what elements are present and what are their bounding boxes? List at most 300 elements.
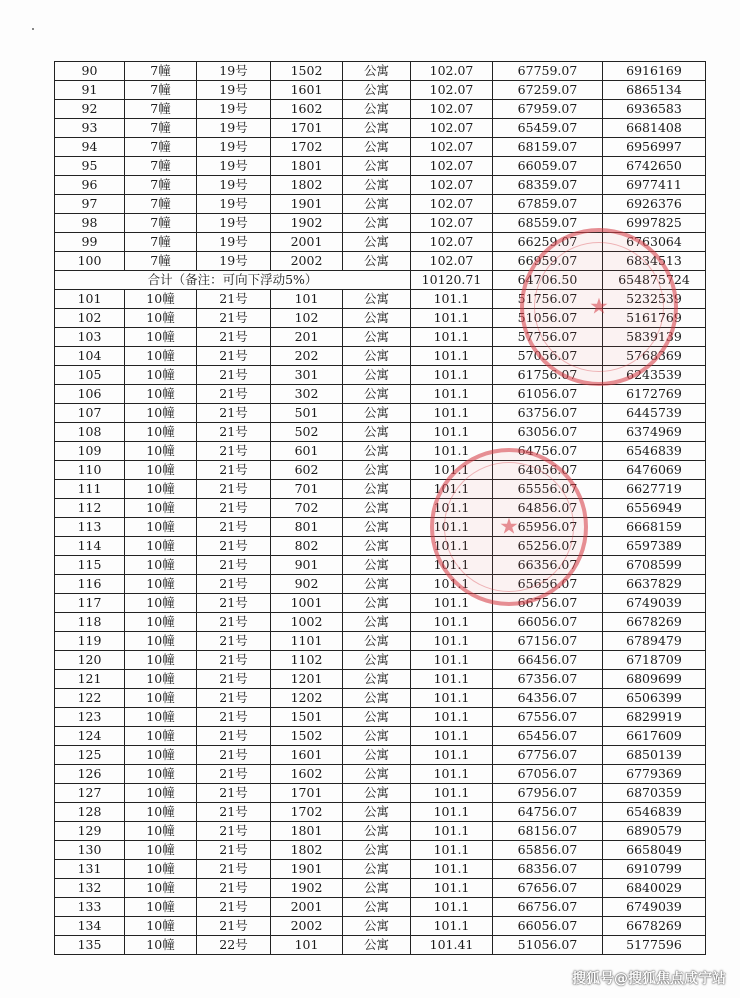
bldg-cell: 10幢 <box>125 423 197 442</box>
area-cell: 101.1 <box>411 746 493 765</box>
room-cell: 2002 <box>271 252 343 271</box>
unit-cell: 19号 <box>197 252 271 271</box>
use-cell: 公寓 <box>343 765 411 784</box>
no-cell: 92 <box>55 100 125 119</box>
room-cell: 201 <box>271 328 343 347</box>
unit-price-cell: 65459.07 <box>493 119 603 138</box>
unit-cell: 21号 <box>197 461 271 480</box>
area-cell: 101.1 <box>411 841 493 860</box>
total-cell: 6742650 <box>603 157 706 176</box>
unit-cell: 21号 <box>197 670 271 689</box>
room-cell: 501 <box>271 404 343 423</box>
room-cell: 1101 <box>271 632 343 651</box>
unit-price-cell: 67756.07 <box>493 746 603 765</box>
table-row <box>55 252 706 271</box>
unit-cell: 21号 <box>197 404 271 423</box>
room-cell: 1901 <box>271 860 343 879</box>
table-row <box>55 233 706 252</box>
unit-cell: 19号 <box>197 195 271 214</box>
total-cell: 6865134 <box>603 81 706 100</box>
table-row <box>55 936 706 955</box>
total-cell: 6637829 <box>603 575 706 594</box>
use-cell: 公寓 <box>343 518 411 537</box>
room-cell: 1602 <box>271 765 343 784</box>
no-cell: 90 <box>55 62 125 81</box>
scan-speck <box>32 28 34 30</box>
use-cell: 公寓 <box>343 214 411 233</box>
no-cell: 96 <box>55 176 125 195</box>
area-cell: 102.07 <box>411 233 493 252</box>
table-row <box>55 860 706 879</box>
room-cell: 1702 <box>271 803 343 822</box>
total-cell: 6374969 <box>603 423 706 442</box>
table-row <box>55 214 706 233</box>
source-watermark: 搜狐号@搜狐焦点咸宁站 <box>572 971 726 987</box>
room-cell: 1701 <box>271 784 343 803</box>
unit-cell: 21号 <box>197 366 271 385</box>
room-cell: 1802 <box>271 176 343 195</box>
area-cell: 101.1 <box>411 309 493 328</box>
unit-price-cell: 67759.07 <box>493 62 603 81</box>
use-cell: 公寓 <box>343 347 411 366</box>
total-cell: 6597389 <box>603 537 706 556</box>
room-cell: 1802 <box>271 841 343 860</box>
unit-cell: 21号 <box>197 594 271 613</box>
bldg-cell: 7幢 <box>125 62 197 81</box>
area-cell: 101.1 <box>411 366 493 385</box>
table-row <box>55 556 706 575</box>
total-label: 合计（备注：可向下浮动5%） <box>55 271 411 290</box>
bldg-cell: 10幢 <box>125 328 197 347</box>
area-cell: 101.1 <box>411 594 493 613</box>
unit-cell: 21号 <box>197 423 271 442</box>
total-area-cell: 10120.71 <box>411 271 493 290</box>
use-cell: 公寓 <box>343 841 411 860</box>
unit-price-cell: 63756.07 <box>493 404 603 423</box>
use-cell: 公寓 <box>343 936 411 955</box>
bldg-cell: 10幢 <box>125 784 197 803</box>
room-cell: 1901 <box>271 195 343 214</box>
area-cell: 102.07 <box>411 195 493 214</box>
use-cell: 公寓 <box>343 423 411 442</box>
unit-cell: 21号 <box>197 803 271 822</box>
unit-cell: 21号 <box>197 898 271 917</box>
no-cell: 116 <box>55 575 125 594</box>
no-cell: 98 <box>55 214 125 233</box>
room-cell: 1601 <box>271 81 343 100</box>
total-unit-price-cell: 64706.50 <box>493 271 603 290</box>
room-cell: 702 <box>271 499 343 518</box>
area-cell: 101.1 <box>411 328 493 347</box>
use-cell: 公寓 <box>343 81 411 100</box>
no-cell: 115 <box>55 556 125 575</box>
area-cell: 101.1 <box>411 461 493 480</box>
area-cell: 101.1 <box>411 670 493 689</box>
bldg-cell: 10幢 <box>125 442 197 461</box>
room-cell: 1902 <box>271 879 343 898</box>
unit-price-cell: 65956.07 <box>493 518 603 537</box>
no-cell: 122 <box>55 689 125 708</box>
table-row <box>55 309 706 328</box>
table-row <box>55 898 706 917</box>
total-cell: 6809699 <box>603 670 706 689</box>
table-row <box>55 461 706 480</box>
bldg-cell: 10幢 <box>125 651 197 670</box>
use-cell: 公寓 <box>343 575 411 594</box>
unit-cell: 21号 <box>197 651 271 670</box>
table-row <box>55 917 706 936</box>
area-cell: 101.1 <box>411 803 493 822</box>
bldg-cell: 10幢 <box>125 537 197 556</box>
total-cell: 6840029 <box>603 879 706 898</box>
unit-price-cell: 64856.07 <box>493 499 603 518</box>
total-cell: 6617609 <box>603 727 706 746</box>
unit-cell: 21号 <box>197 518 271 537</box>
total-cell: 6749039 <box>603 898 706 917</box>
use-cell: 公寓 <box>343 385 411 404</box>
use-cell: 公寓 <box>343 879 411 898</box>
price-table <box>54 61 706 955</box>
area-cell: 101.1 <box>411 480 493 499</box>
unit-cell: 21号 <box>197 442 271 461</box>
unit-cell: 21号 <box>197 537 271 556</box>
use-cell: 公寓 <box>343 556 411 575</box>
unit-cell: 21号 <box>197 556 271 575</box>
use-cell: 公寓 <box>343 480 411 499</box>
unit-price-cell: 64756.07 <box>493 803 603 822</box>
no-cell: 106 <box>55 385 125 404</box>
table-row <box>55 632 706 651</box>
room-cell: 1502 <box>271 727 343 746</box>
table-row <box>55 613 706 632</box>
room-cell: 902 <box>271 575 343 594</box>
total-cell: 6829919 <box>603 708 706 727</box>
unit-price-cell: 65556.07 <box>493 480 603 499</box>
total-cell: 6658049 <box>603 841 706 860</box>
use-cell: 公寓 <box>343 62 411 81</box>
no-cell: 103 <box>55 328 125 347</box>
unit-price-cell: 66059.07 <box>493 157 603 176</box>
area-cell: 101.1 <box>411 784 493 803</box>
table-row <box>55 138 706 157</box>
table-row <box>55 537 706 556</box>
use-cell: 公寓 <box>343 176 411 195</box>
unit-price-cell: 51056.07 <box>493 309 603 328</box>
unit-price-cell: 66959.07 <box>493 252 603 271</box>
use-cell: 公寓 <box>343 784 411 803</box>
no-cell: 107 <box>55 404 125 423</box>
room-cell: 601 <box>271 442 343 461</box>
total-cell: 6997825 <box>603 214 706 233</box>
area-cell: 101.1 <box>411 689 493 708</box>
total-cell: 6956997 <box>603 138 706 157</box>
unit-cell: 19号 <box>197 176 271 195</box>
unit-price-cell: 51756.07 <box>493 290 603 309</box>
unit-cell: 21号 <box>197 917 271 936</box>
bldg-cell: 10幢 <box>125 613 197 632</box>
use-cell: 公寓 <box>343 898 411 917</box>
bldg-cell: 10幢 <box>125 632 197 651</box>
table-row <box>55 841 706 860</box>
table-row <box>55 765 706 784</box>
no-cell: 132 <box>55 879 125 898</box>
use-cell: 公寓 <box>343 157 411 176</box>
room-cell: 202 <box>271 347 343 366</box>
use-cell: 公寓 <box>343 499 411 518</box>
unit-price-cell: 67056.07 <box>493 765 603 784</box>
area-cell: 102.07 <box>411 214 493 233</box>
total-cell: 6172769 <box>603 385 706 404</box>
area-cell: 101.1 <box>411 347 493 366</box>
unit-cell: 21号 <box>197 746 271 765</box>
area-cell: 101.1 <box>411 385 493 404</box>
total-cell: 6890579 <box>603 822 706 841</box>
bldg-cell: 10幢 <box>125 461 197 480</box>
no-cell: 131 <box>55 860 125 879</box>
unit-price-cell: 68356.07 <box>493 860 603 879</box>
unit-price-cell: 61056.07 <box>493 385 603 404</box>
area-cell: 102.07 <box>411 81 493 100</box>
table-row <box>55 385 706 404</box>
area-cell: 101.1 <box>411 727 493 746</box>
bldg-cell: 7幢 <box>125 81 197 100</box>
total-row <box>55 271 706 290</box>
use-cell: 公寓 <box>343 119 411 138</box>
bldg-cell: 10幢 <box>125 575 197 594</box>
bldg-cell: 10幢 <box>125 689 197 708</box>
bldg-cell: 10幢 <box>125 385 197 404</box>
total-cell: 6506399 <box>603 689 706 708</box>
unit-price-cell: 66056.07 <box>493 917 603 936</box>
area-cell: 101.1 <box>411 404 493 423</box>
bldg-cell: 10幢 <box>125 803 197 822</box>
area-cell: 101.1 <box>411 822 493 841</box>
bldg-cell: 10幢 <box>125 708 197 727</box>
total-cell: 6850139 <box>603 746 706 765</box>
area-cell: 101.1 <box>411 556 493 575</box>
use-cell: 公寓 <box>343 442 411 461</box>
use-cell: 公寓 <box>343 461 411 480</box>
area-cell: 101.1 <box>411 898 493 917</box>
unit-cell: 21号 <box>197 613 271 632</box>
unit-cell: 22号 <box>197 936 271 955</box>
bldg-cell: 7幢 <box>125 138 197 157</box>
table-row <box>55 290 706 309</box>
official-seal-stamp: ★ <box>520 228 678 386</box>
no-cell: 135 <box>55 936 125 955</box>
total-cell: 6546839 <box>603 803 706 822</box>
unit-price-cell: 66056.07 <box>493 613 603 632</box>
total-cell: 6916169 <box>603 62 706 81</box>
room-cell: 502 <box>271 423 343 442</box>
total-cell: 6749039 <box>603 594 706 613</box>
unit-price-cell: 64356.07 <box>493 689 603 708</box>
table-row <box>55 670 706 689</box>
use-cell: 公寓 <box>343 651 411 670</box>
table-row <box>55 480 706 499</box>
room-cell: 1702 <box>271 138 343 157</box>
unit-price-cell: 64056.07 <box>493 461 603 480</box>
room-cell: 101 <box>271 936 343 955</box>
use-cell: 公寓 <box>343 537 411 556</box>
area-cell: 102.07 <box>411 100 493 119</box>
area-cell: 101.1 <box>411 518 493 537</box>
table-row <box>55 157 706 176</box>
unit-price-cell: 68159.07 <box>493 138 603 157</box>
area-cell: 102.07 <box>411 138 493 157</box>
bldg-cell: 10幢 <box>125 499 197 518</box>
area-cell: 101.1 <box>411 860 493 879</box>
table-row <box>55 803 706 822</box>
total-cell: 6627719 <box>603 480 706 499</box>
total-total-cell: 654875724 <box>603 271 706 290</box>
bldg-cell: 7幢 <box>125 252 197 271</box>
bldg-cell: 7幢 <box>125 214 197 233</box>
use-cell: 公寓 <box>343 594 411 613</box>
bldg-cell: 10幢 <box>125 746 197 765</box>
unit-price-cell: 57756.07 <box>493 328 603 347</box>
total-cell: 6870359 <box>603 784 706 803</box>
unit-cell: 19号 <box>197 157 271 176</box>
use-cell: 公寓 <box>343 746 411 765</box>
room-cell: 701 <box>271 480 343 499</box>
no-cell: 110 <box>55 461 125 480</box>
area-cell: 101.1 <box>411 613 493 632</box>
no-cell: 102 <box>55 309 125 328</box>
no-cell: 94 <box>55 138 125 157</box>
unit-cell: 21号 <box>197 784 271 803</box>
total-cell: 6445739 <box>603 404 706 423</box>
room-cell: 1201 <box>271 670 343 689</box>
unit-cell: 21号 <box>197 347 271 366</box>
room-cell: 101 <box>271 290 343 309</box>
area-cell: 101.1 <box>411 290 493 309</box>
no-cell: 109 <box>55 442 125 461</box>
no-cell: 120 <box>55 651 125 670</box>
unit-price-cell: 67356.07 <box>493 670 603 689</box>
no-cell: 100 <box>55 252 125 271</box>
room-cell: 1602 <box>271 100 343 119</box>
unit-cell: 21号 <box>197 309 271 328</box>
room-cell: 1801 <box>271 157 343 176</box>
bldg-cell: 10幢 <box>125 879 197 898</box>
use-cell: 公寓 <box>343 366 411 385</box>
area-cell: 102.07 <box>411 119 493 138</box>
table-row <box>55 100 706 119</box>
total-cell: 6910799 <box>603 860 706 879</box>
unit-cell: 19号 <box>197 62 271 81</box>
no-cell: 101 <box>55 290 125 309</box>
area-cell: 102.07 <box>411 62 493 81</box>
no-cell: 117 <box>55 594 125 613</box>
use-cell: 公寓 <box>343 309 411 328</box>
unit-price-cell: 66259.07 <box>493 233 603 252</box>
bldg-cell: 7幢 <box>125 176 197 195</box>
table-row <box>55 423 706 442</box>
area-cell: 102.07 <box>411 176 493 195</box>
use-cell: 公寓 <box>343 670 411 689</box>
unit-price-cell: 65456.07 <box>493 727 603 746</box>
unit-price-cell: 66356.07 <box>493 556 603 575</box>
unit-price-cell: 67656.07 <box>493 879 603 898</box>
unit-cell: 21号 <box>197 822 271 841</box>
room-cell: 1601 <box>271 746 343 765</box>
bldg-cell: 7幢 <box>125 119 197 138</box>
no-cell: 114 <box>55 537 125 556</box>
table-row <box>55 404 706 423</box>
unit-cell: 21号 <box>197 689 271 708</box>
bldg-cell: 10幢 <box>125 518 197 537</box>
use-cell: 公寓 <box>343 195 411 214</box>
no-cell: 127 <box>55 784 125 803</box>
table-row <box>55 328 706 347</box>
unit-price-cell: 64756.07 <box>493 442 603 461</box>
total-cell: 6779369 <box>603 765 706 784</box>
total-cell: 6668159 <box>603 518 706 537</box>
no-cell: 108 <box>55 423 125 442</box>
bldg-cell: 7幢 <box>125 195 197 214</box>
total-cell: 6718709 <box>603 651 706 670</box>
room-cell: 802 <box>271 537 343 556</box>
area-cell: 101.1 <box>411 879 493 898</box>
total-cell: 6936583 <box>603 100 706 119</box>
table-row <box>55 689 706 708</box>
unit-price-cell: 67859.07 <box>493 195 603 214</box>
unit-price-cell: 66756.07 <box>493 594 603 613</box>
total-cell: 5177596 <box>603 936 706 955</box>
total-cell: 6681408 <box>603 119 706 138</box>
unit-cell: 19号 <box>197 81 271 100</box>
total-cell: 6556949 <box>603 499 706 518</box>
no-cell: 91 <box>55 81 125 100</box>
area-cell: 101.1 <box>411 423 493 442</box>
bldg-cell: 10幢 <box>125 556 197 575</box>
unit-cell: 19号 <box>197 233 271 252</box>
bldg-cell: 10幢 <box>125 480 197 499</box>
total-cell: 6708599 <box>603 556 706 575</box>
room-cell: 1001 <box>271 594 343 613</box>
no-cell: 123 <box>55 708 125 727</box>
unit-cell: 21号 <box>197 708 271 727</box>
room-cell: 1502 <box>271 62 343 81</box>
no-cell: 111 <box>55 480 125 499</box>
use-cell: 公寓 <box>343 328 411 347</box>
table-row <box>55 651 706 670</box>
table-row <box>55 879 706 898</box>
table-row <box>55 784 706 803</box>
no-cell: 105 <box>55 366 125 385</box>
room-cell: 1801 <box>271 822 343 841</box>
table-row <box>55 499 706 518</box>
bldg-cell: 10幢 <box>125 936 197 955</box>
no-cell: 119 <box>55 632 125 651</box>
area-cell: 102.07 <box>411 157 493 176</box>
room-cell: 602 <box>271 461 343 480</box>
table-row <box>55 708 706 727</box>
total-cell: 6243539 <box>603 366 706 385</box>
unit-cell: 21号 <box>197 499 271 518</box>
room-cell: 901 <box>271 556 343 575</box>
use-cell: 公寓 <box>343 138 411 157</box>
total-cell: 5768369 <box>603 347 706 366</box>
bldg-cell: 10幢 <box>125 670 197 689</box>
use-cell: 公寓 <box>343 404 411 423</box>
bldg-cell: 7幢 <box>125 100 197 119</box>
total-cell: 6977411 <box>603 176 706 195</box>
total-cell: 6789479 <box>603 632 706 651</box>
room-cell: 2002 <box>271 917 343 936</box>
table-row <box>55 176 706 195</box>
